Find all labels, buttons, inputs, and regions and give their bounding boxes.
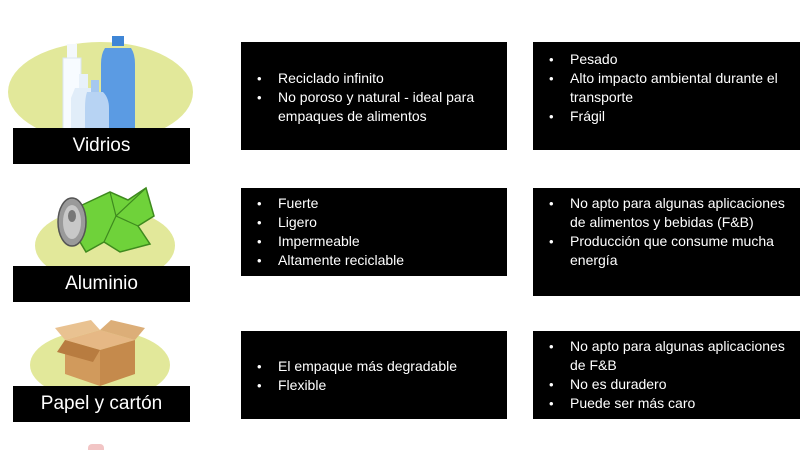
con-item: • No apto para algunas aplicaciones de alimentos y bebidas (F&B) <box>570 194 800 232</box>
pro-item: • Reciclado infinito <box>278 69 507 88</box>
con-item: • Frágil <box>570 107 800 126</box>
partial-icon-fragment <box>88 444 104 450</box>
material-label: Vidrios <box>13 128 190 164</box>
cardboard-box-icon <box>55 318 145 388</box>
cons-box <box>533 331 800 419</box>
pro-item: • No poroso y natural - ideal para empaques de alimentos <box>278 88 507 126</box>
con-item: • Alto impacto ambiental durante el transporte <box>570 69 800 107</box>
pro-item: • Altamente reciclable <box>278 251 507 270</box>
pro-item: • Fuerte <box>278 194 507 213</box>
material-label: Papel y cartón <box>13 386 190 422</box>
pro-item: • El empaque más degradable <box>278 357 507 376</box>
con-item: • No apto para algunas aplicaciones de F&B <box>570 337 800 375</box>
con-item: • Pesado <box>570 50 800 69</box>
pros-box <box>241 331 507 419</box>
con-item: • Producción que consume mucha energía <box>570 232 800 270</box>
pro-item: • Ligero <box>278 213 507 232</box>
material-label: Aluminio <box>13 266 190 302</box>
con-item: • Puede ser más caro <box>570 394 800 413</box>
pro-item: • Flexible <box>278 376 507 395</box>
con-item: • No es duradero <box>570 375 800 394</box>
pro-item: • Impermeable <box>278 232 507 251</box>
